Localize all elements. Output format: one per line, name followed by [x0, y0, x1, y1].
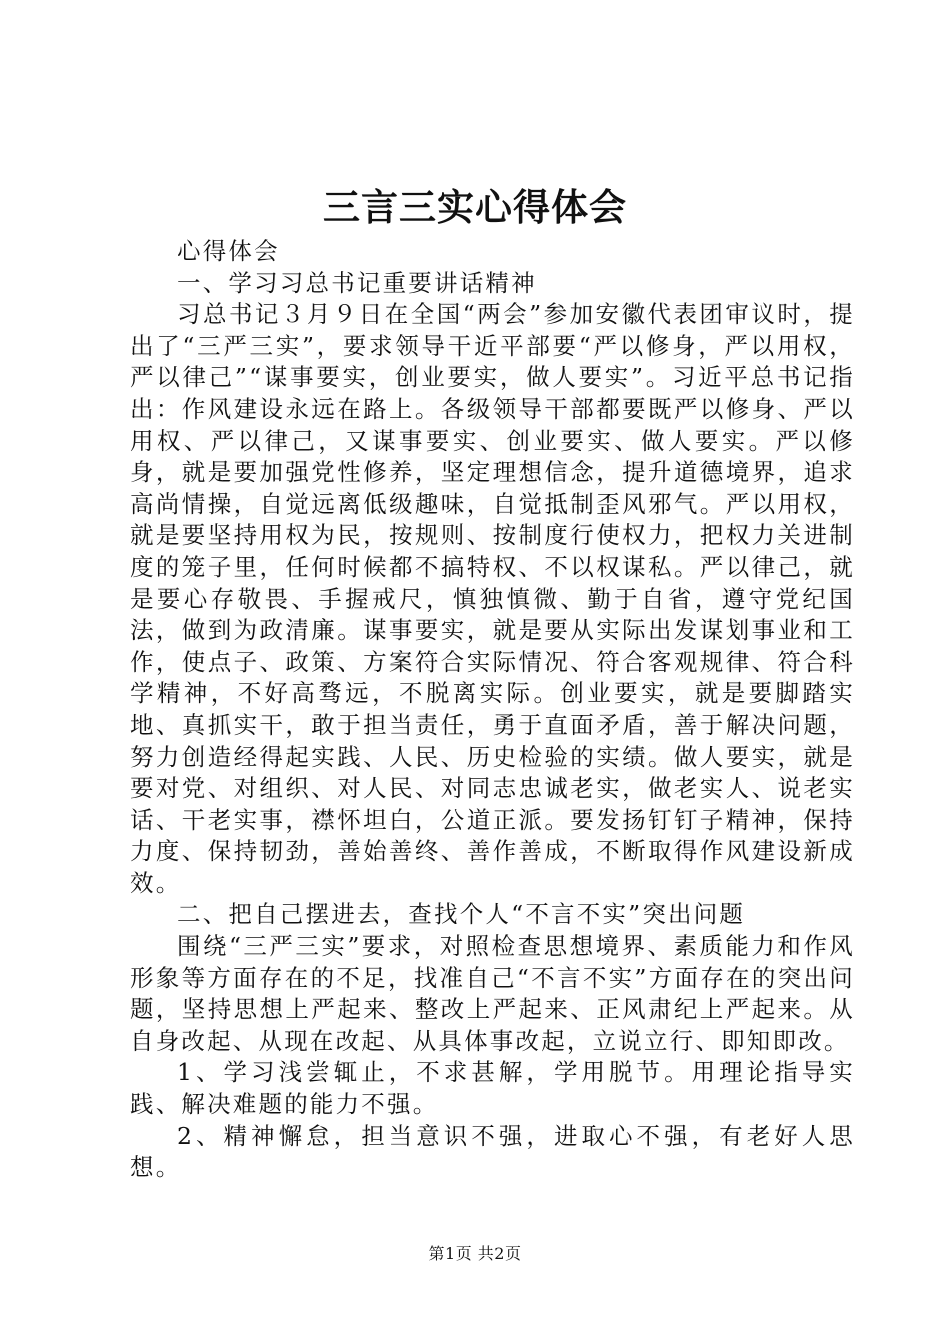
- paragraph: 习总书记３月９日在全国“两会”参加安徽代表团审议时，提出了“三严三实”，要求领导干近平部要“严以修身，严以用权，严以律己”“谋事要实，创业要实，做人要实”。习近平总书记指出：作风建设永远在路上。各级领导干部都要既严以修身、严以用权、严以律己，又谋事要实、创业要实、做人要实。严以修身，就是要加强党性修养，坚定理想信念，提升道德境界，追求高尚情操，自觉远离低级趣味，自觉抵制歪风邪气。严以用权，就是要坚持用权为民，按规则、按制度行使权力，把权力关进制度的笼子里，任何时候都不搞特权、不以权谋私。严以律己，就是要心存敬畏、手握戒尺，慎独慎微、勤于自省，遵守党纪国法，做到为政清廉。谋事要实，就是要从实际出发谋划事业和工作，使点子、政策、方案符合实际情况、符合客观规律、符合科学精神，不好高骛远，不脱离实际。创业要实，就是要脚踏实地、真抓实干，敢于担当责任，勇于直面矛盾，善于解决问题，努力创造经得起实践、人民、历史检验的实绩。做人要实，就是要对党、对组织、对人民、对同志忠诚老实，做老实人、说老实话、干老实事，襟怀坦白，公道正派。要发扬钉钉子精神，保持力度、保持韧劲，善始善终、善作善成，不断取得作风建设新成效。: [130, 300, 855, 897]
- list-item: 2、精神懈怠，担当意识不强，进取心不强，有老好人思想。: [130, 1121, 855, 1182]
- page-indicator: 第1页 共2页: [428, 1244, 522, 1263]
- section-heading-1: 一、学习习总书记重要讲话精神: [177, 268, 537, 297]
- section-heading-2: 二、把自己摆进去，查找个人“不言不实”突出问题: [177, 900, 746, 929]
- document-title: 三言三实心得体会: [323, 185, 627, 229]
- paragraph-subtitle: 心得体会: [177, 237, 280, 265]
- list-item: 1、学习浅尝辄止，不求甚解，学用脱节。用理论指导实践、解决难题的能力不强。: [130, 1058, 855, 1119]
- document-body: [130, 236, 855, 1184]
- paragraph: 围绕“三严三实”要求，对照检查思想境界、素质能力和作风形象等方面存在的不足，找准自己“不言不实”方面存在的突出问题，坚持思想上严起来、整改上严起来、正风肃纪上严起来。从自身改起、从现在改起、从具体事改起，立说立行、即知即改。: [130, 932, 855, 1055]
